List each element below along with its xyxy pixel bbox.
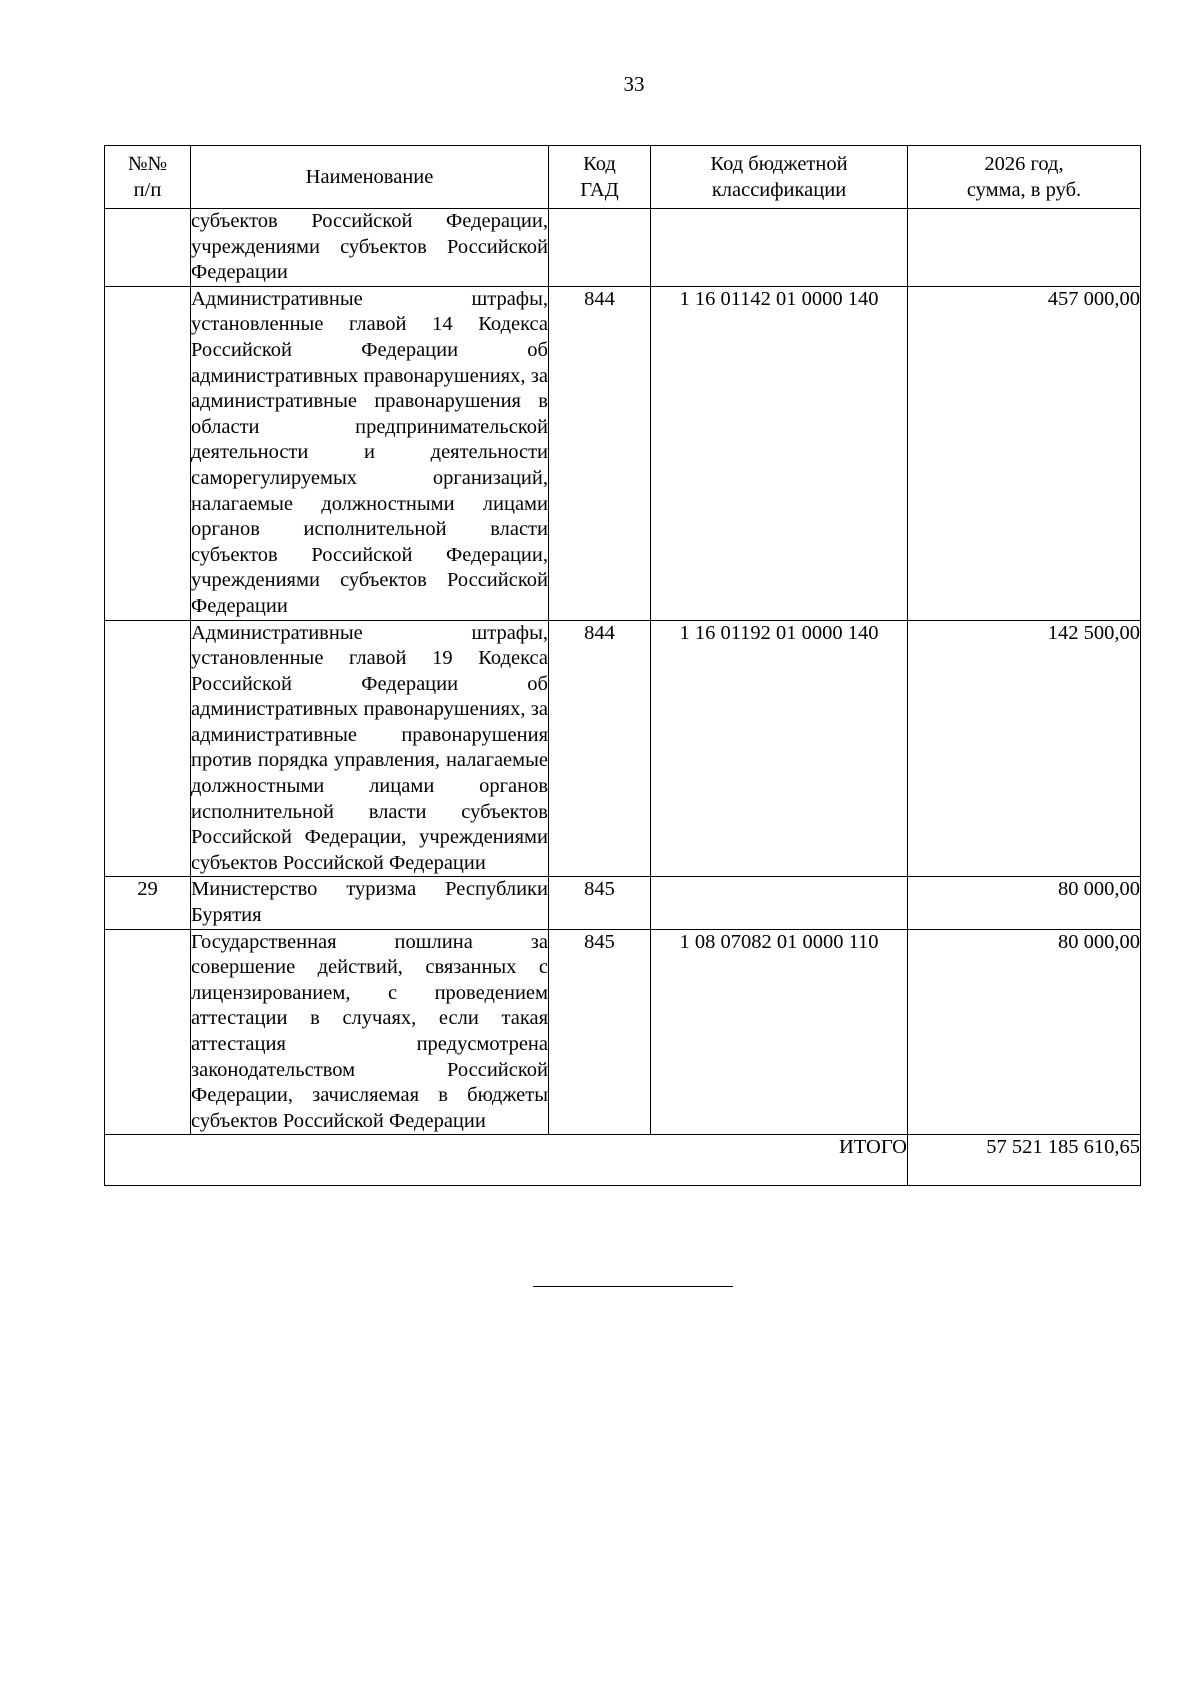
row-sum: 80 000,00	[908, 877, 1141, 929]
row-sum: 457 000,00	[908, 286, 1141, 620]
budget-table	[104, 145, 1141, 1186]
header-sum-line-1: 2026 год,	[984, 153, 1064, 176]
header-number-line-2: п/п	[133, 179, 162, 201]
row-sum: 142 500,00	[908, 620, 1141, 877]
table-row	[105, 620, 1141, 877]
page-number: 33	[623, 72, 645, 96]
table-row	[105, 877, 1141, 929]
row-gad-code: 845	[549, 877, 651, 929]
row-name: Административные штрафы, установленные главой 19 Кодекса Российской Федерации об административных правонарушениях, за административные правонарушения против порядка управления, налагаемые должностными лицами органов исполнительной власти субъектов Российской Федерации, учреждениями субъектов Российской Федерации	[191, 620, 549, 877]
row-gad-code	[549, 209, 651, 287]
row-number	[105, 209, 191, 287]
header-sum	[908, 146, 1141, 209]
header-gad-line-1: Код	[583, 153, 616, 176]
header-kbk-line-2: классификации	[711, 179, 847, 201]
row-gad-code: 844	[549, 620, 651, 877]
row-gad-code: 845	[549, 929, 651, 1135]
header-gad-line-2: ГАД	[580, 179, 619, 201]
header-sum-line-2: сумма, в руб.	[966, 179, 1082, 201]
total-row	[105, 1135, 1141, 1186]
header-kbk-line-1: Код бюджетной	[710, 153, 848, 176]
row-name: субъектов Российской Федерации, учреждениями субъектов Российской Федерации	[191, 209, 549, 287]
header-name-text: Наименование	[305, 166, 434, 189]
header-kbk	[651, 146, 908, 209]
row-name: Административные штрафы, установленные главой 14 Кодекса Российской Федерации об административных правонарушениях, за административные правонарушения в области предпринимательской деятельности и деятельности саморегулируемых организаций, налагаемые должностными лицами органов исполнительной власти субъектов Российской Федерации, учреждениями субъектов Российской Федерации	[191, 286, 549, 620]
row-budget-code	[651, 209, 908, 287]
table-row	[105, 209, 1141, 287]
table-row	[105, 929, 1141, 1135]
row-budget-code	[651, 877, 908, 929]
header-number-line-1: №№	[127, 153, 168, 176]
row-name: Министерство туризма Республики Бурятия	[191, 877, 549, 929]
row-number	[105, 286, 191, 620]
row-number: 29	[105, 877, 191, 929]
total-sum: 57 521 185 610,65	[908, 1135, 1141, 1186]
row-budget-code: 1 16 01142 01 0000 140	[651, 286, 908, 620]
row-budget-code: 1 08 07082 01 0000 110	[651, 929, 908, 1135]
row-sum	[908, 209, 1141, 287]
total-label: ИТОГО	[105, 1135, 908, 1186]
row-budget-code: 1 16 01192 01 0000 140	[651, 620, 908, 877]
row-gad-code: 844	[549, 286, 651, 620]
end-separator-line	[533, 1286, 733, 1287]
row-number	[105, 620, 191, 877]
header-name	[191, 146, 549, 209]
table-row	[105, 286, 1141, 620]
row-number	[105, 929, 191, 1135]
row-sum: 80 000,00	[908, 929, 1141, 1135]
row-name: Государственная пошлина за совершение действий, связанных с лицензированием, с проведением аттестации в случаях, если такая аттестация предусмотрена законодательством Российской Федерации, зачисляемая в бюджеты субъектов Российской Федерации	[191, 929, 549, 1135]
header-gad	[549, 146, 651, 209]
header-number	[105, 146, 191, 209]
table-header-row	[105, 146, 1141, 209]
